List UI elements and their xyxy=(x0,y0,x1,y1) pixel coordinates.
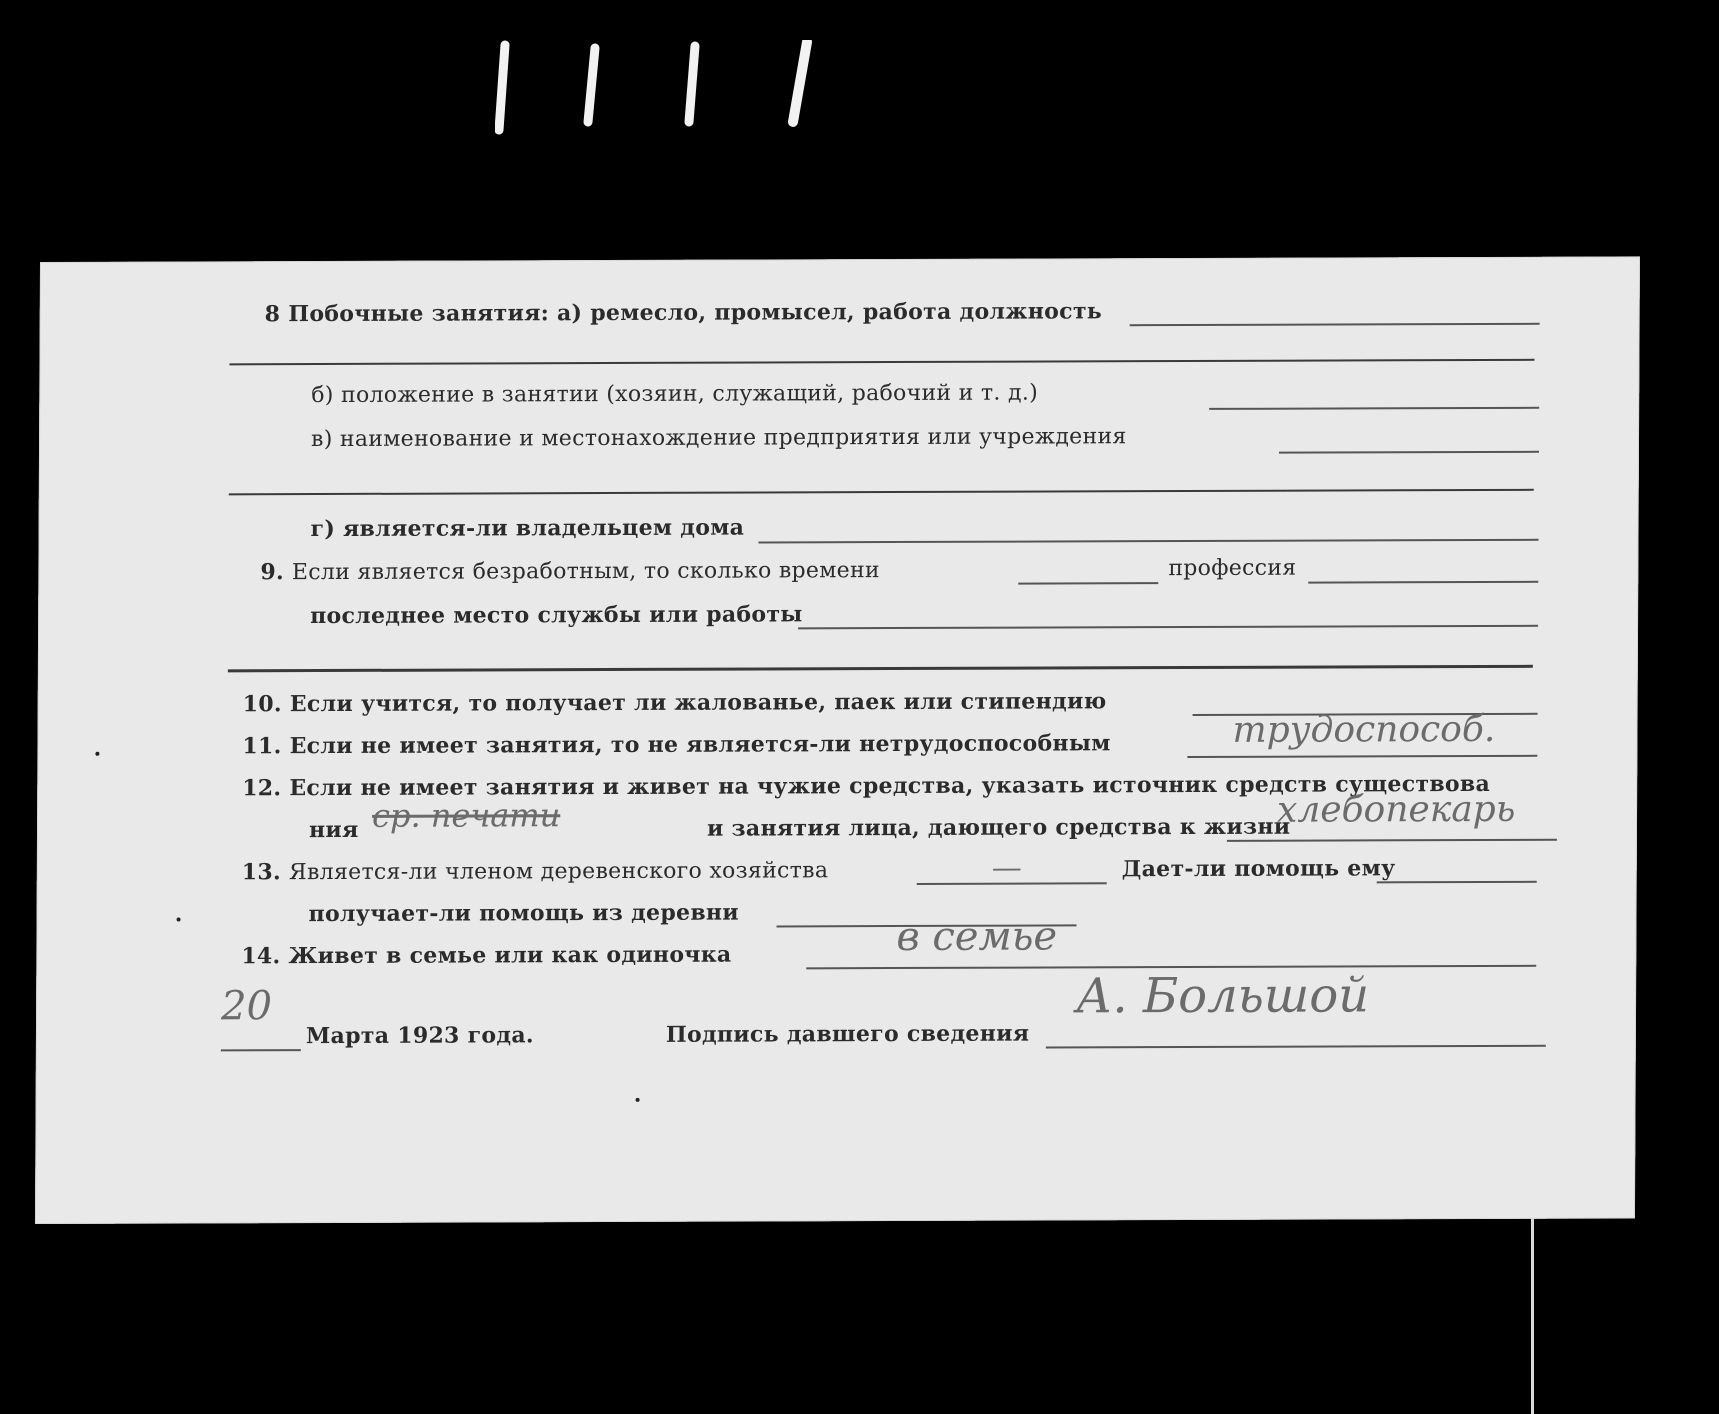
footer-signature-line xyxy=(1046,1045,1546,1049)
q12-label-cont2: и занятия лица, дающего средства к жизни xyxy=(706,813,1291,842)
footer-date-label: Марта 1923 года. xyxy=(305,1022,534,1050)
q10-label: Если учится, то получает ли жалованье, паек или стипендию xyxy=(289,688,1107,718)
q9-full-rule xyxy=(228,665,1533,673)
q13-handwritten-answer: — xyxy=(991,850,1022,886)
q13-number: 13. xyxy=(241,859,282,886)
census-form-card xyxy=(35,256,1640,1224)
q8a-answer-line xyxy=(1130,323,1540,326)
q14-number: 14. xyxy=(241,943,281,970)
footer-handwritten-signature: А. Большой xyxy=(1075,967,1370,1025)
q9-time-line xyxy=(1018,582,1158,584)
q9-last-job-line xyxy=(798,625,1538,630)
q9-number: 9. xyxy=(260,559,285,586)
q14-handwritten-answer: в семье xyxy=(896,913,1058,961)
paper-speck xyxy=(636,1098,640,1102)
q8v-full-rule xyxy=(229,489,1534,496)
q11-answer-line xyxy=(1187,755,1537,758)
q8-full-rule xyxy=(229,359,1534,366)
q10-number: 10. xyxy=(242,691,282,718)
q8-label-b: б) положение в занятии (хозяин, служащий, рабочий и т. д.) xyxy=(311,380,1039,409)
q8-label-v: в) наименование и местонахождение предприятия или учреждения xyxy=(310,424,1127,453)
q9-profession-label: профессия xyxy=(1168,555,1297,582)
q14-line xyxy=(241,942,731,970)
q11-number: 11. xyxy=(242,733,282,760)
q9-profession-line xyxy=(1308,581,1538,584)
q10-line xyxy=(243,688,1107,717)
q12-handwritten-person: хлебопекарь xyxy=(1276,788,1516,831)
q13-receive-label: получает-ли помощь из деревни xyxy=(308,899,740,928)
q13-help-label: Дает-ли помощь ему xyxy=(1121,855,1396,883)
q13-help-line xyxy=(1377,881,1537,884)
paper-speck xyxy=(177,918,181,922)
q8-number: 8 xyxy=(264,301,281,328)
q8b-answer-line xyxy=(1209,407,1539,410)
q8-label-a: Побочные занятия: а) ремесло, промысел, работа должность xyxy=(288,298,1103,328)
footer-handwritten-day: 20 xyxy=(220,983,273,1030)
q12-handwritten-source: ср. печати xyxy=(371,796,561,835)
paper-speck xyxy=(95,752,99,756)
q11-label: Если не имеет занятия, то не является-ли нетрудоспособным xyxy=(289,730,1111,760)
q11-handwritten-answer: трудоспособ. xyxy=(1232,708,1496,751)
q12-label: Если не имеет занятия и живет на чужие средства, указать источник средств существова xyxy=(289,770,1491,802)
q9-line xyxy=(260,557,880,585)
q12-label-cont1: ния xyxy=(308,816,359,844)
footer-day-line xyxy=(221,1049,301,1051)
q12-number: 12. xyxy=(242,775,282,802)
q8v-answer-line xyxy=(1279,451,1539,454)
q11-line xyxy=(242,730,1110,759)
q9-label: Если является безработным, то сколько времени xyxy=(291,558,881,586)
tally-marks xyxy=(495,40,825,140)
q8-line-a xyxy=(265,298,1102,327)
q14-label: Живет в семье или как одиночка xyxy=(288,941,732,970)
q13-label: Является-ли членом деревенского хозяйства xyxy=(288,858,829,886)
q9-last-job-label: последнее место службы или работы xyxy=(310,601,803,630)
q8-label-g: г) является-ли владельцем дома xyxy=(310,514,745,543)
footer-signature-label: Подпись давшего сведения xyxy=(665,1020,1030,1048)
q8g-answer-line xyxy=(759,539,1539,544)
film-scratch-line xyxy=(1531,1190,1534,1414)
q13-line xyxy=(242,857,829,885)
q12-answer-line xyxy=(1227,839,1557,842)
